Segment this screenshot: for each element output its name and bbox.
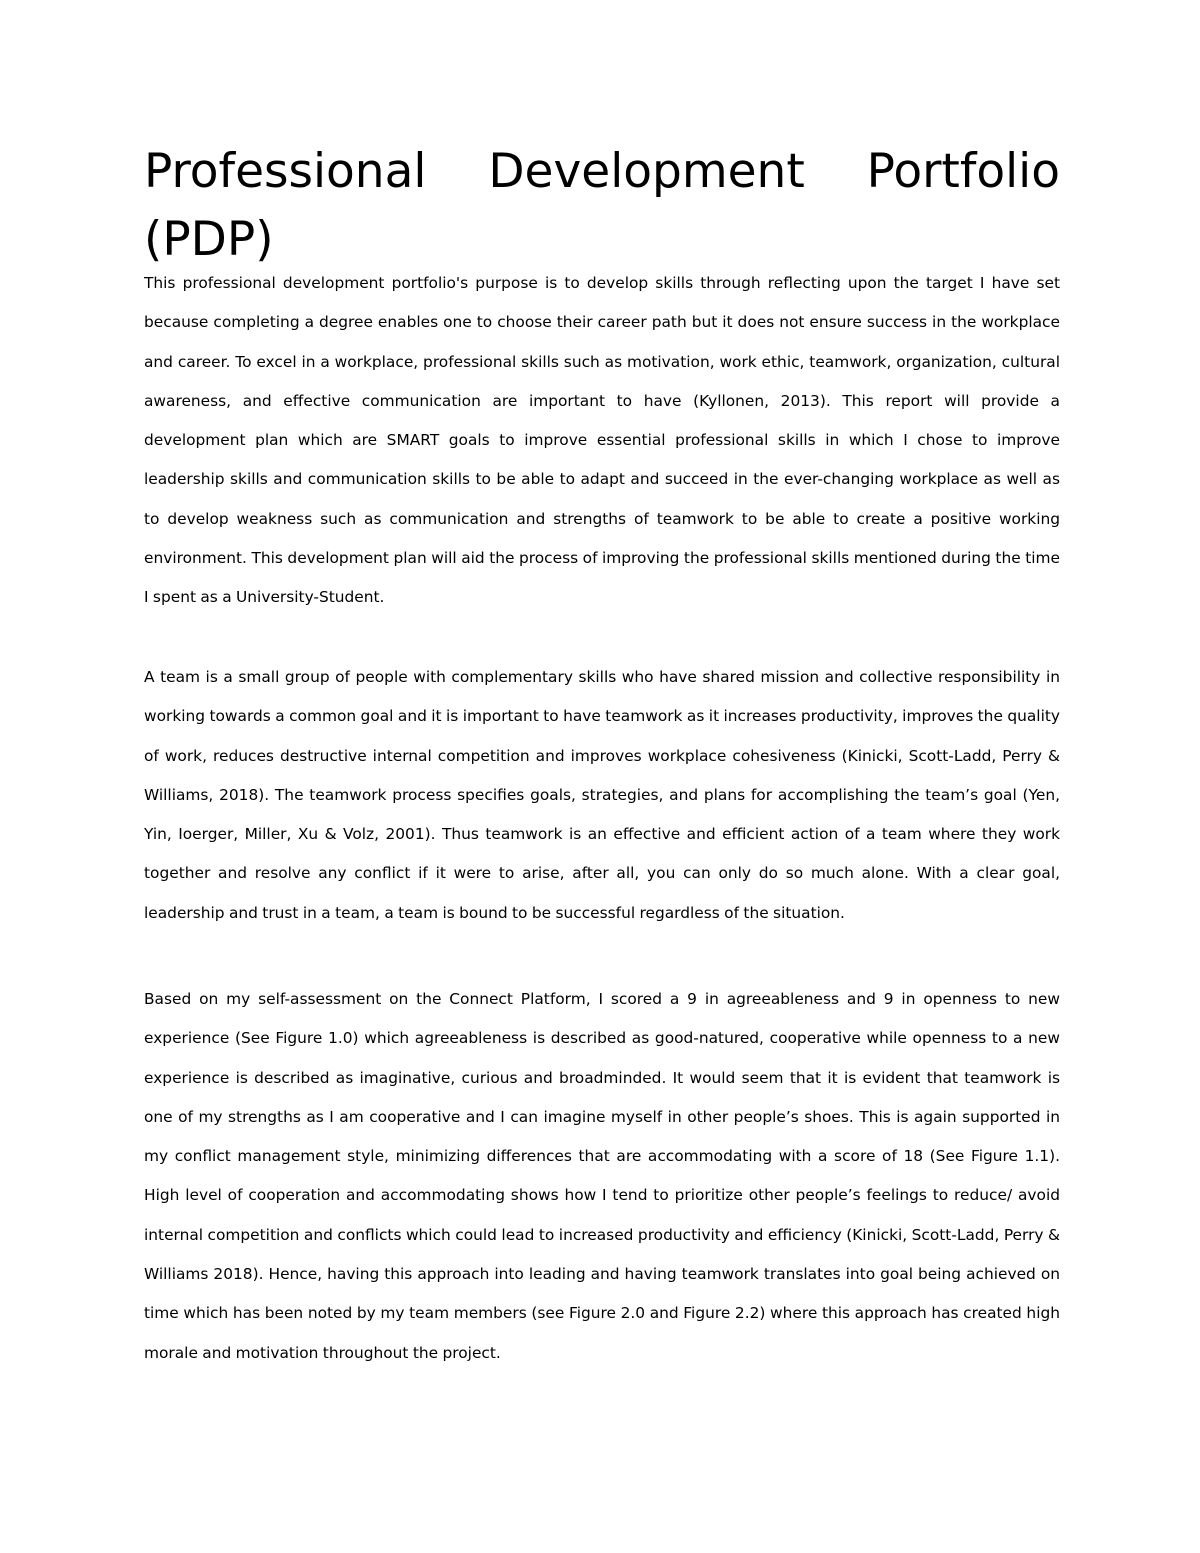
paragraph-purpose: This professional development portfolio's purpose is to develop skills through reflecting upon the target I have set because completing a degree enables one to choose their career path but it does not ensure success in the workplace and career. To excel in a workplace, professional skills such as motivation, work ethic, teamwork, organization, cultural awareness, and effective communication are important to have (Kyllonen, 2013). This report will provide a development plan which are SMART goals to improve essential professional skills in which I chose to improve leadership skills and communication skills to be able to adapt and succeed in the ever-changing workplace as well as to develop weakness such as communication and strengths of teamwork to be able to create a positive working environment. This development plan will aid the process of improving the professional skills mentioned during the time I spent as a University-Student.	[144, 274, 1060, 607]
paragraph-self-assessment: Based on my self-assessment on the Connect Platform, I scored a 9 in agreeableness and 9 in openness to new experience (See Figure 1.0) which agreeableness is described as good-natured, cooperative while openness to a new experience is described as imaginative, curious and broadminded. It would seem that it is evident that teamwork is one of my strengths as I am cooperative and I can imagine myself in other people’s shoes. This is again supported in my conflict management style, minimizing differences that are accommodating with a score of 18 (See Figure 1.1). High level of cooperation and accommodating shows how I tend to prioritize other people’s feelings to reduce/ avoid internal competition and conflicts which could lead to increased productivity and efficiency (Kinicki, Scott-Ladd, Perry & Williams 2018). Hence, having this approach into leading and having teamwork translates into goal being achieved on time which has been noted by my team members (see Figure 2.0 and Figure 2.2) where this approach has created high morale and motivation throughout the project.	[144, 990, 1060, 1362]
document-title: Professional Development Portfolio (PDP)	[144, 144, 1060, 267]
paragraph-teamwork: A team is a small group of people with complementary skills who have shared mission and collective responsibility in working towards a common goal and it is important to have teamwork as it increases productivity, improves the quality of work, reduces destructive internal competition and improves workplace cohesiveness (Kinicki, Scott-Ladd, Perry & Williams, 2018). The teamwork process specifies goals, strategies, and plans for accomplishing the team’s goal (Yen, Yin, Ioerger, Miller, Xu & Volz, 2001). Thus teamwork is an effective and efficient action of a team where they work together and resolve any conflict if it were to arise, after all, you can only do so much alone. With a clear goal, leadership and trust in a team, a team is bound to be successful regardless of the situation.	[144, 668, 1060, 922]
